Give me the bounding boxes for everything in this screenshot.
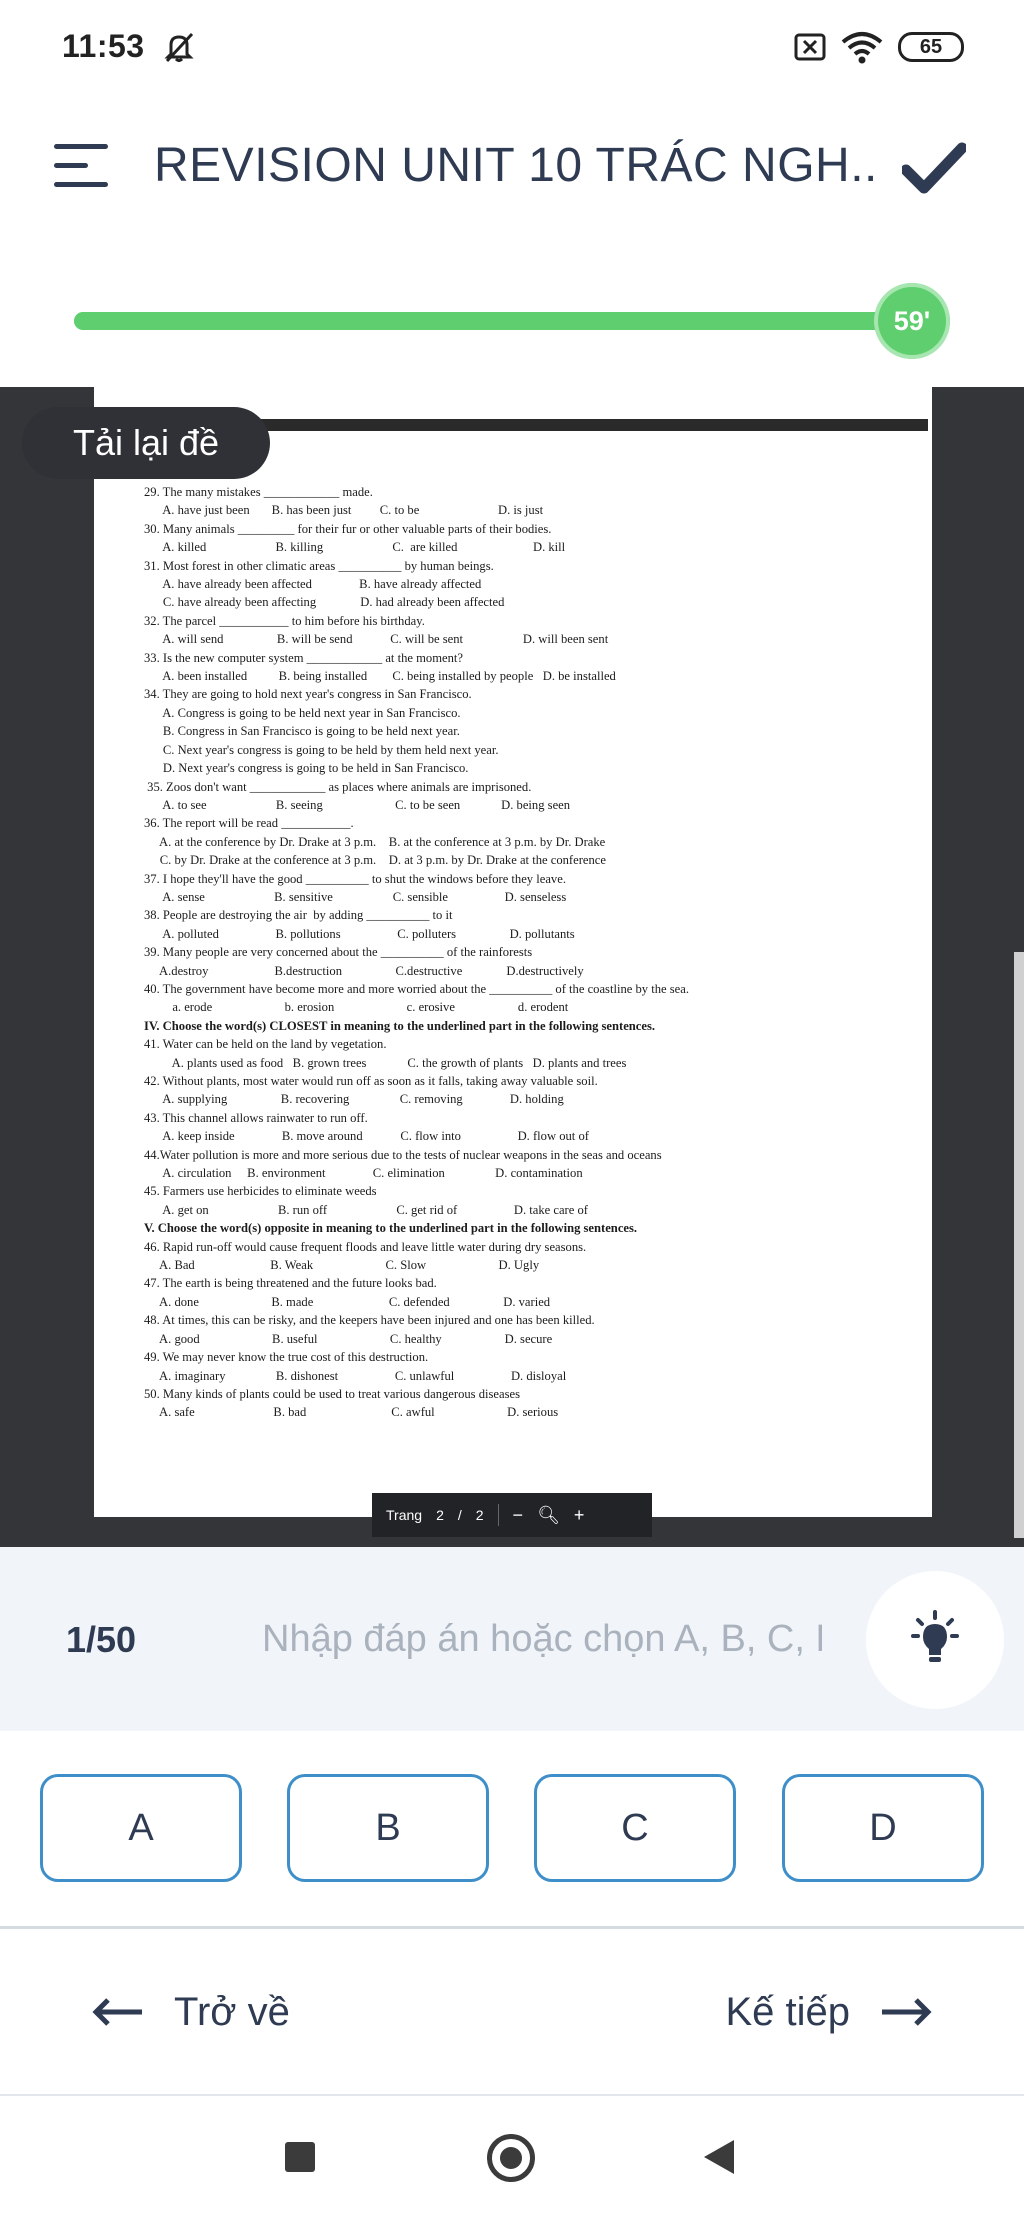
- document-text: [144, 483, 904, 1422]
- lightbulb-icon: [905, 1610, 965, 1670]
- document-line: C. by Dr. Drake at the conference at 3 p.m. D. at 3 p.m. by Dr. Drake at the conference: [144, 853, 606, 868]
- home-icon[interactable]: [487, 2134, 535, 2182]
- system-nav-bar: [0, 2096, 1024, 2217]
- document-line: 34. They are going to hold next year's congress in San Francisco.: [144, 687, 472, 702]
- document-line: 33. Is the new computer system ____________ at the moment?: [144, 650, 463, 665]
- document-line: 43. This channel allows rainwater to run off.: [144, 1110, 368, 1125]
- status-bar: [0, 0, 1024, 96]
- recent-apps-icon[interactable]: [285, 2142, 315, 2172]
- document-line: B. Congress in San Francisco is going to be held next year.: [144, 724, 460, 739]
- document-line: 38. People are destroying the air by adding __________ to it: [144, 908, 453, 923]
- divider: [0, 1926, 1024, 1929]
- progress-fill: [74, 312, 894, 330]
- document-line: 37. I hope they'll have the good __________ to shut the windows before they leave.: [144, 871, 566, 886]
- document-line: 30. Many animals _________ for their fur or other valuable parts of their bodies.: [144, 521, 552, 536]
- arrow-left-icon: [92, 1997, 144, 2027]
- status-time: 11:53: [62, 28, 145, 64]
- document-line: A. Bad B. Weak C. Slow D. Ugly: [144, 1258, 540, 1273]
- document-line: 31. Most forest in other climatic areas __________ by human beings.: [144, 558, 494, 573]
- document-line: 44.Water pollution is more and more serious due to the tests of nuclear weapons in the seas and oceans: [144, 1147, 662, 1162]
- reload-test-button[interactable]: Tải lại đề: [22, 407, 270, 479]
- document-line: A. good B. useful C. healthy D. secure: [144, 1331, 553, 1346]
- document-line: A. at the conference by Dr. Drake at 3 p.m. B. at the conference at 3 p.m. by Dr. Drake: [144, 834, 606, 849]
- question-counter: 1/50: [66, 1619, 137, 1660]
- document-line: 39. Many people are very concerned about the __________ of the rainforests: [144, 945, 533, 960]
- document-line: A. polluted B. pollutions C. polluters D. pollutants: [144, 926, 575, 941]
- zoom-search-icon[interactable]: 🔍︎: [537, 1504, 560, 1525]
- timer-value: 59': [893, 305, 931, 336]
- viewer-scrollbar[interactable]: [1014, 952, 1024, 1538]
- document-line: 29. The many mistakes ____________ made.: [144, 485, 373, 499]
- document-line: A. been installed B. being installed C. being installed by people D. be installed: [144, 669, 616, 684]
- document-line: A. keep inside B. move around C. flow into D. flow out of: [144, 1129, 589, 1144]
- document-line: 49. We may never know the true cost of this destruction.: [144, 1350, 429, 1365]
- page-separator: /: [457, 1507, 462, 1523]
- sim-off-icon: [794, 33, 826, 61]
- document-line: 46. Rapid run-off would cause frequent floods and leave little water during dry seasons.: [144, 1239, 587, 1254]
- battery-icon: [898, 32, 964, 62]
- hint-button[interactable]: [866, 1571, 1004, 1709]
- document-line: 42. Without plants, most water would run off as soon as it falls, taking away valuable soil.: [144, 1074, 598, 1088]
- document-line: 41. Water can be held on the land by vegetation.: [144, 1037, 387, 1052]
- document-line: V. Choose the word(s) opposite in meaning to the underlined part in the following sentences.: [144, 1221, 638, 1236]
- document-line: A. plants used as food B. grown trees C. the growth of plants D. plants and trees: [144, 1055, 627, 1070]
- back-button[interactable]: [92, 1982, 290, 2042]
- document-line: A. imaginary B. dishonest C. unlawful D. disloyal: [144, 1368, 567, 1383]
- document-line: A. safe B. bad C. awful D. serious: [144, 1405, 559, 1420]
- document-line: A. done B. made C. defended D. varied: [144, 1294, 551, 1309]
- notifications-muted-icon: [162, 30, 196, 64]
- current-page: 2: [436, 1507, 444, 1523]
- document-line: A. killed B. killing C. are killed D. kill: [144, 540, 566, 555]
- submit-check-icon[interactable]: [902, 140, 966, 196]
- document-line: 45. Farmers use herbicides to eliminate weeds: [144, 1184, 377, 1199]
- document-line: a. erode b. erosion c. erosive d. erodent: [144, 1000, 569, 1015]
- document-line: D. Next year's congress is going to be held in San Francisco.: [144, 761, 469, 776]
- document-line: C. Next year's congress is going to be held by them held next year.: [144, 742, 499, 757]
- document-line: A. have already been affected B. have already affected: [144, 577, 482, 592]
- page-title: REVISION UNIT 10 TRÁC NGH..: [154, 139, 878, 192]
- total-pages: 2: [475, 1507, 484, 1523]
- document-line: C. have already been affecting D. had already been affected: [144, 595, 505, 610]
- choice-d-button[interactable]: D: [782, 1774, 984, 1882]
- menu-icon[interactable]: [54, 144, 110, 190]
- zoom-out-icon[interactable]: −: [512, 1504, 524, 1525]
- document-line: A. circulation B. environment C. elimination D. contamination: [144, 1166, 583, 1181]
- document-viewer[interactable]: [0, 387, 1024, 1547]
- app-header: [0, 120, 1024, 212]
- document-line: A. sense B. sensitive C. sensible D. senseless: [144, 889, 567, 904]
- document-line: 47. The earth is being threatened and the future looks bad.: [144, 1276, 437, 1291]
- choice-buttons: [40, 1774, 984, 1884]
- answer-bar: [0, 1547, 1024, 1731]
- document-line: IV. Choose the word(s) CLOSEST in meaning to the underlined part in the following sentences.: [144, 1018, 656, 1033]
- document-line: 32. The parcel ___________ to him before his birthday.: [144, 613, 425, 628]
- system-back-icon[interactable]: [704, 2140, 734, 2174]
- timer-badge: [874, 283, 950, 359]
- choice-c-button[interactable]: C: [534, 1774, 736, 1882]
- toolbar-divider: [498, 1504, 499, 1526]
- arrow-right-icon: [880, 1997, 932, 2027]
- document-line: 40. The government have become more and more worried about the __________ of the coastline by the sea.: [144, 981, 689, 996]
- document-line: A. Congress is going to be held next year in San Francisco.: [144, 705, 461, 720]
- document-page: [94, 387, 932, 1517]
- next-button[interactable]: [725, 1982, 932, 2042]
- back-label: Trở về: [174, 1989, 290, 2034]
- document-line: 35. Zoos don't want ____________ as places where animals are imprisoned.: [144, 779, 532, 794]
- wifi-icon: [840, 30, 884, 64]
- page-toolbar: [372, 1493, 652, 1537]
- document-line: A. supplying B. recovering C. removing D. holding: [144, 1092, 564, 1107]
- next-label: Kế tiếp: [725, 1989, 850, 2034]
- document-line: A. will send B. will be send C. will be sent D. will been sent: [144, 632, 609, 647]
- page-label: Trang: [386, 1507, 423, 1523]
- document-line: 48. At times, this can be risky, and the keepers have been injured and one has been killed.: [144, 1313, 595, 1328]
- time-progress: [74, 303, 934, 337]
- document-line: A.destroy B.destruction C.destructive D.destructively: [144, 963, 584, 978]
- document-line: A. have just been B. has been just C. to be D. is just: [144, 503, 544, 518]
- document-line: A. to see B. seeing C. to be seen D. being seen: [144, 797, 571, 812]
- choice-b-button[interactable]: B: [287, 1774, 489, 1882]
- document-line: 50. Many kinds of plants could be used to treat various dangerous diseases: [144, 1386, 520, 1401]
- document-line: 36. The report will be read ___________.: [144, 816, 354, 831]
- battery-level: 65: [919, 35, 943, 58]
- choice-a-button[interactable]: A: [40, 1774, 242, 1882]
- answer-input[interactable]: [262, 1607, 822, 1671]
- zoom-in-icon[interactable]: +: [573, 1504, 585, 1525]
- document-line: A. get on B. run off C. get rid of D. take care of: [144, 1202, 588, 1217]
